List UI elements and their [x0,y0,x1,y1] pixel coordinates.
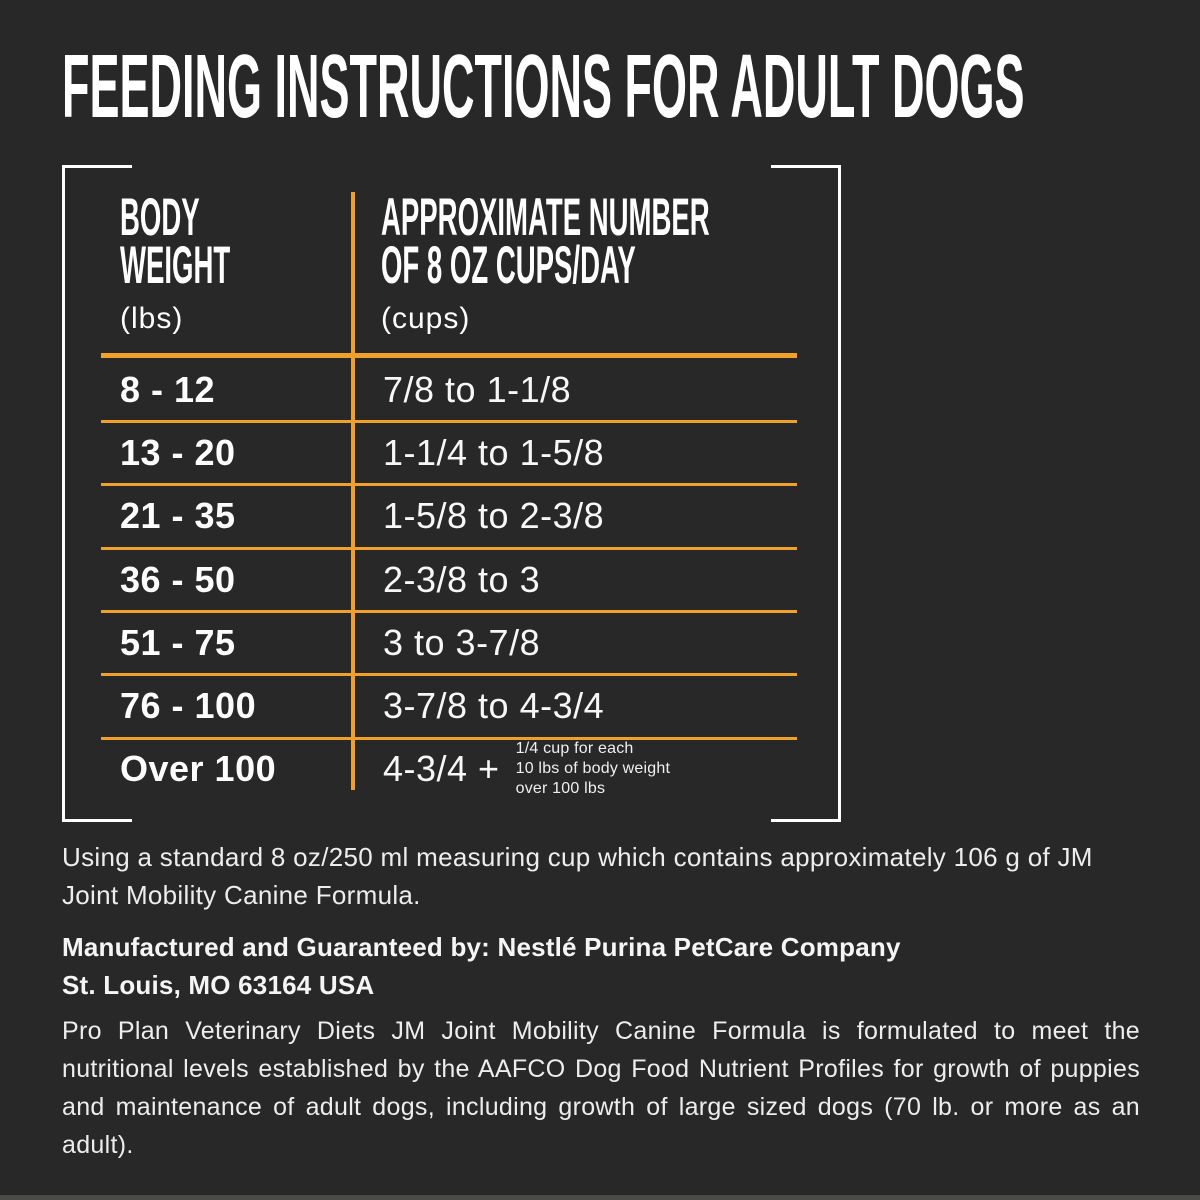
column-header-cups-per-day [381,188,1013,336]
cups-header-line2: OF 8 OZ CUPS/DAY [381,236,636,295]
cups-header-line1: APPROXIMATE NUMBER [381,188,710,247]
cups-unit: (cups) [381,302,471,335]
table-frame-corner-bottom-left [62,819,132,822]
table-frame-corner-top-right [771,165,841,168]
cups-value: 1-5/8 to 2-3/8 [383,495,605,537]
aafco-statement: Pro Plan Veterinary Diets JM Joint Mobility Canine Formula is formulated to meet the nutritional levels established by the AAFCO Dog Food Nutrient Profiles for growth of puppies and maintenance of adult dogs, including growth of large sized dogs (70 lb. or more as an adult). [62,1017,1140,1159]
column-header-body-weight [120,188,332,336]
body-weight-header-line1: BODY [120,188,200,247]
table-row [62,548,841,611]
table-row [62,485,841,548]
manufacturer-info [62,928,901,1004]
cups-value: 4-3/4 + [383,748,500,790]
body-weight-value: Over 100 [120,748,277,790]
cups-value: 3 to 3-7/8 [383,621,541,663]
label-bottom-edge [0,1195,1200,1200]
body-weight-header-line2: WEIGHT [120,236,231,295]
cups-footnote-line: 10 lbs of body weight [515,760,671,778]
manufacturer-line1: Manufactured and Guaranteed by: Nestlé Purina PetCare Company [62,932,901,962]
table-frame-corner-bottom-right [771,819,841,822]
body-weight-value: 76 - 100 [120,685,257,727]
cups-value: 1-1/4 to 1-5/8 [383,431,605,473]
cups-value: 2-3/8 to 3 [383,558,541,600]
page-title-text: FEEDING INSTRUCTIONS FOR ADULT DOGS [62,37,1025,137]
table-row [62,358,841,421]
cups-footnote-line: 1/4 cup for each [515,740,634,758]
feeding-table [62,358,841,801]
body-weight-value: 13 - 20 [120,431,236,473]
body-weight-unit: (lbs) [120,302,184,335]
body-weight-value: 8 - 12 [120,368,216,410]
manufacturer-line2: St. Louis, MO 63164 USA [62,970,375,1000]
cups-footnote-line: over 100 lbs [515,780,606,798]
table-row [62,611,841,674]
table-frame-corner-top-left [62,165,132,168]
cups-footnote [516,739,671,799]
body-weight-value: 36 - 50 [120,558,236,600]
body-weight-value: 51 - 75 [120,621,236,663]
table-row [62,738,841,801]
cups-value-with-note [352,739,841,799]
measuring-cup-note: Using a standard 8 oz/250 ml measuring cup which contains approximately 106 g of JM Joint Mobility Canine Formula. [62,842,1093,910]
cups-value: 3-7/8 to 4-3/4 [383,685,605,727]
body-weight-value: 21 - 35 [120,495,236,537]
table-row [62,421,841,484]
page-title [62,37,1200,137]
table-row [62,674,841,737]
cups-value: 7/8 to 1-1/8 [383,368,572,410]
